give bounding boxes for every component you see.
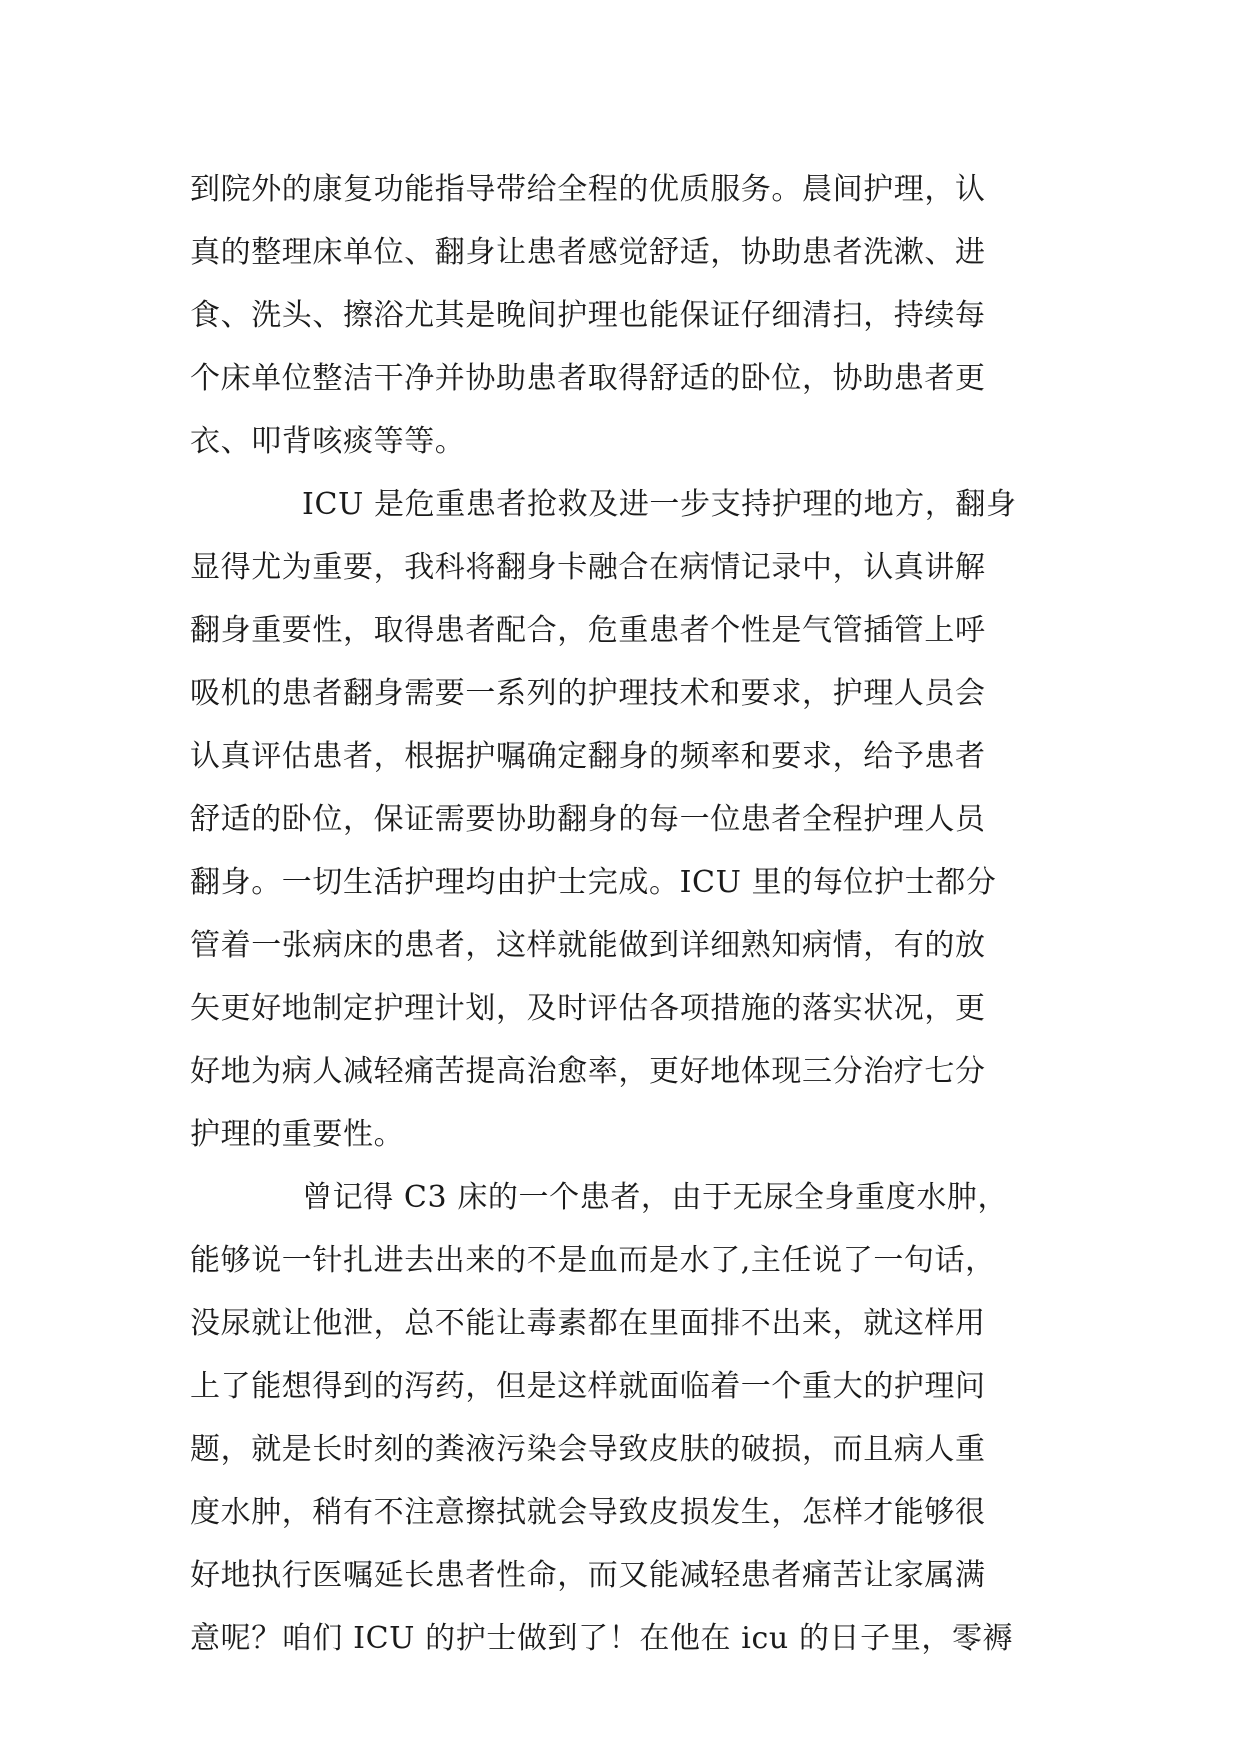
text-line: 题，就是长时刻的粪液污染会导致皮肤的破损，而且病人重 <box>190 1432 986 1467</box>
text-line: 食、洗头、擦浴尤其是晚间护理也能保证仔细清扫，持续每 <box>190 298 986 333</box>
text-line: 曾记得 C3 床的一个患者，由于无尿全身重度水肿， <box>302 1180 1009 1215</box>
text-line: 能够说一针扎进去出来的不是血而是水了,主任说了一句话， <box>190 1243 996 1278</box>
text-line: 好地执行医嘱延长患者性命，而又能减轻患者痛苦让家属满 <box>190 1558 986 1593</box>
text-line: 管着一张病床的患者，这样就能做到详细熟知病情，有的放 <box>190 928 986 963</box>
text-line: 矢更好地制定护理计划，及时评估各项措施的落实状况，更 <box>190 991 986 1026</box>
paragraph-icu-turning <box>190 473 1090 1166</box>
text-line: 吸机的患者翻身需要一系列的护理技术和要求，护理人员会 <box>190 676 986 711</box>
text-line: 护理的重要性。 <box>190 1117 405 1152</box>
text-line: 认真评估患者，根据护嘱确定翻身的频率和要求，给予患者 <box>190 739 986 774</box>
text-line: 个床单位整洁干净并协助患者取得舒适的卧位，协助患者更 <box>190 361 986 396</box>
text-line: 翻身。一切生活护理均由护士完成。ICU 里的每位护士都分 <box>190 865 997 900</box>
text-line: 衣、叩背咳痰等等。 <box>190 424 466 459</box>
text-line: 到院外的康复功能指导带给全程的优质服务。晨间护理，认 <box>190 172 986 207</box>
text-line: 显得尤为重要，我科将翻身卡融合在病情记录中，认真讲解 <box>190 550 986 585</box>
text-line: 舒适的卧位，保证需要协助翻身的每一位患者全程护理人员 <box>190 802 986 837</box>
paragraph-home-care <box>190 158 1090 473</box>
document-body <box>190 158 1090 1670</box>
paragraph-c3-patient <box>190 1166 1090 1670</box>
text-line: 上了能想得到的泻药，但是这样就面临着一个重大的护理问 <box>190 1369 986 1404</box>
text-line: 真的整理床单位、翻身让患者感觉舒适，协助患者洗漱、进 <box>190 235 986 270</box>
text-line: 好地为病人减轻痛苦提高治愈率，更好地体现三分治疗七分 <box>190 1054 986 1089</box>
text-line: 没尿就让他泄，总不能让毒素都在里面排不出来，就这样用 <box>190 1306 986 1341</box>
text-line: 意呢？咱们 ICU 的护士做到了！在他在 icu 的日子里，零褥 <box>190 1621 1014 1656</box>
text-line: ICU 是危重患者抢救及进一步支持护理的地方，翻身 <box>302 487 1017 522</box>
text-line: 度水肿，稍有不注意擦拭就会导致皮损发生，怎样才能够很 <box>190 1495 986 1530</box>
text-line: 翻身重要性，取得患者配合，危重患者个性是气管插管上呼 <box>190 613 986 648</box>
